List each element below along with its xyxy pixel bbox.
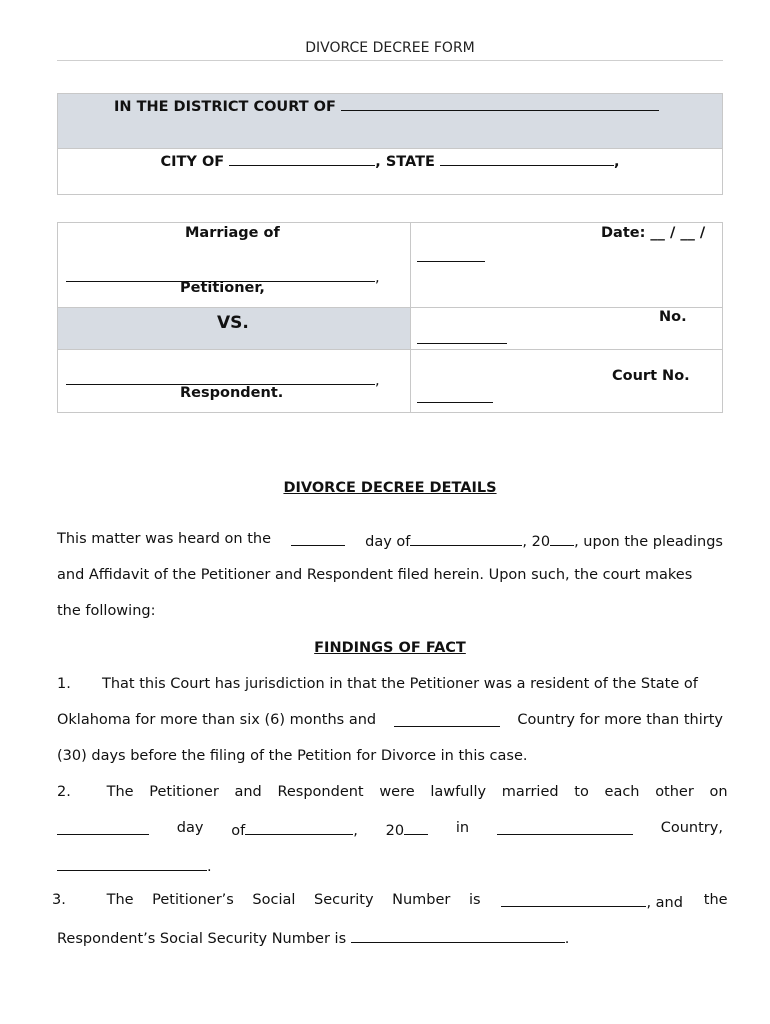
finding-1-line-1 xyxy=(57,676,723,692)
finding-2-line-2 xyxy=(57,820,723,839)
details-line-1 xyxy=(57,531,723,550)
finding-2-20: 20 xyxy=(385,823,405,839)
finding-2-comma: , xyxy=(353,823,358,839)
city-state-end: , xyxy=(613,154,620,170)
vs-label: VS. xyxy=(217,313,249,333)
finding-2-word: and xyxy=(234,784,262,800)
findings-title: FINDINGS OF FACT xyxy=(314,640,466,656)
number-cell xyxy=(411,308,723,350)
city-label: CITY OF xyxy=(160,154,230,170)
married-month-field[interactable] xyxy=(245,820,353,835)
finding-2-word: to xyxy=(574,784,589,800)
finding-3-word: Petitioner’s xyxy=(152,892,234,908)
court-header-table xyxy=(57,93,723,195)
district-court-field[interactable] xyxy=(341,96,659,111)
married-place-field[interactable] xyxy=(497,820,633,835)
details-line-2: and Affidavit of the Petitioner and Respondent filed herein. Upon such, the court makes xyxy=(57,567,693,583)
finding-2-word: Respondent xyxy=(277,784,364,800)
marriage-of-label: Marriage of xyxy=(185,225,280,241)
state-label: , STATE xyxy=(375,154,440,170)
finding-3-word: The xyxy=(106,892,134,908)
details-p1-c: , 20 xyxy=(522,534,551,550)
finding-1-text-b1: Oklahoma for more than six (6) months and xyxy=(57,712,377,728)
city-field[interactable] xyxy=(229,151,375,166)
case-caption-table xyxy=(57,222,723,413)
date-year-field[interactable] xyxy=(417,247,485,262)
finding-2-word: each xyxy=(604,784,640,800)
details-p1-b: day of xyxy=(365,534,411,550)
page-header: DIVORCE DECREE FORM xyxy=(57,40,723,61)
details-p1-a: This matter was heard on the xyxy=(57,531,272,547)
court-no-label: Court No. xyxy=(612,368,690,384)
details-p1-d: , upon the pleadings xyxy=(574,534,723,550)
heard-month-field[interactable] xyxy=(410,531,522,546)
finding-3-text-a xyxy=(107,892,728,911)
finding-3-number: 3. xyxy=(52,892,66,908)
vs-cell xyxy=(58,308,411,350)
petitioner-label: Petitioner, xyxy=(180,280,265,296)
finding-1-text-a: That this Court has jurisdiction in that the Petitioner was a resident of the State of xyxy=(102,676,698,692)
finding-3-word: Number xyxy=(392,892,451,908)
finding-2-country: Country, xyxy=(660,820,723,836)
petitioner-cell xyxy=(58,223,411,308)
finding-3-line-2 xyxy=(57,928,723,947)
court-number-cell xyxy=(411,350,723,413)
finding-3-the: the xyxy=(703,892,728,908)
finding-2-line-1 xyxy=(57,784,728,800)
finding-2-of: of xyxy=(231,823,246,839)
finding-2-word: other xyxy=(655,784,694,800)
date-cell xyxy=(411,223,723,308)
married-day-field[interactable] xyxy=(57,820,149,835)
finding-3-and: , and xyxy=(646,895,683,911)
court-number-field[interactable] xyxy=(417,388,493,403)
finding-2-word: The xyxy=(106,784,134,800)
details-title: DIVORCE DECREE DETAILS xyxy=(283,480,497,496)
finding-2-line-3 xyxy=(57,856,723,875)
finding-2-word: were xyxy=(379,784,415,800)
finding-2-in: in xyxy=(455,820,470,836)
respondent-cell xyxy=(58,350,411,413)
date-label: Date: __ / __ / xyxy=(601,225,706,241)
finding-2-word: lawfully xyxy=(430,784,487,800)
respondent-ssn-field[interactable] xyxy=(351,928,565,943)
respondent-comma: , xyxy=(375,373,380,389)
finding-2-word: on xyxy=(709,784,728,800)
finding-3-text-b: Respondent’s Social Security Number is xyxy=(57,931,347,947)
details-line-3: the following: xyxy=(57,603,156,619)
heard-day-field[interactable] xyxy=(291,531,345,546)
finding-3-word: Social xyxy=(252,892,296,908)
petitioner-ssn-field[interactable] xyxy=(501,892,646,907)
case-number-field[interactable] xyxy=(417,329,507,344)
finding-1-number: 1. xyxy=(57,676,71,692)
district-court-cell xyxy=(58,94,723,149)
finding-1-text-b2: Country for more than thirty xyxy=(517,712,723,728)
respondent-label: Respondent. xyxy=(180,385,284,401)
married-year-field[interactable] xyxy=(404,820,428,835)
finding-2-number: 2. xyxy=(57,784,71,800)
finding-3-end: . xyxy=(564,931,570,947)
finding-3-word: is xyxy=(468,892,481,908)
no-label: No. xyxy=(659,309,687,325)
finding-2-text-a xyxy=(107,784,728,800)
petitioner-comma: , xyxy=(375,270,380,286)
finding-1-line-3: (30) days before the filing of the Petition for Divorce in this case. xyxy=(57,748,528,764)
finding-2-word: Petitioner xyxy=(149,784,219,800)
finding-2-word: married xyxy=(501,784,559,800)
heard-year-field[interactable] xyxy=(550,531,574,546)
married-country-field[interactable] xyxy=(57,856,207,871)
city-state-cell xyxy=(58,149,723,195)
finding-1-line-2 xyxy=(57,712,723,728)
finding-3-word: Security xyxy=(314,892,374,908)
finding-3-line-1 xyxy=(52,892,728,911)
district-court-label: IN THE DISTRICT COURT OF xyxy=(114,99,341,115)
country-field-1[interactable] xyxy=(394,712,500,727)
respondent-name-field[interactable] xyxy=(66,370,375,385)
finding-2-end: . xyxy=(207,859,212,875)
finding-2-day: day xyxy=(176,820,204,836)
state-field[interactable] xyxy=(440,151,614,166)
